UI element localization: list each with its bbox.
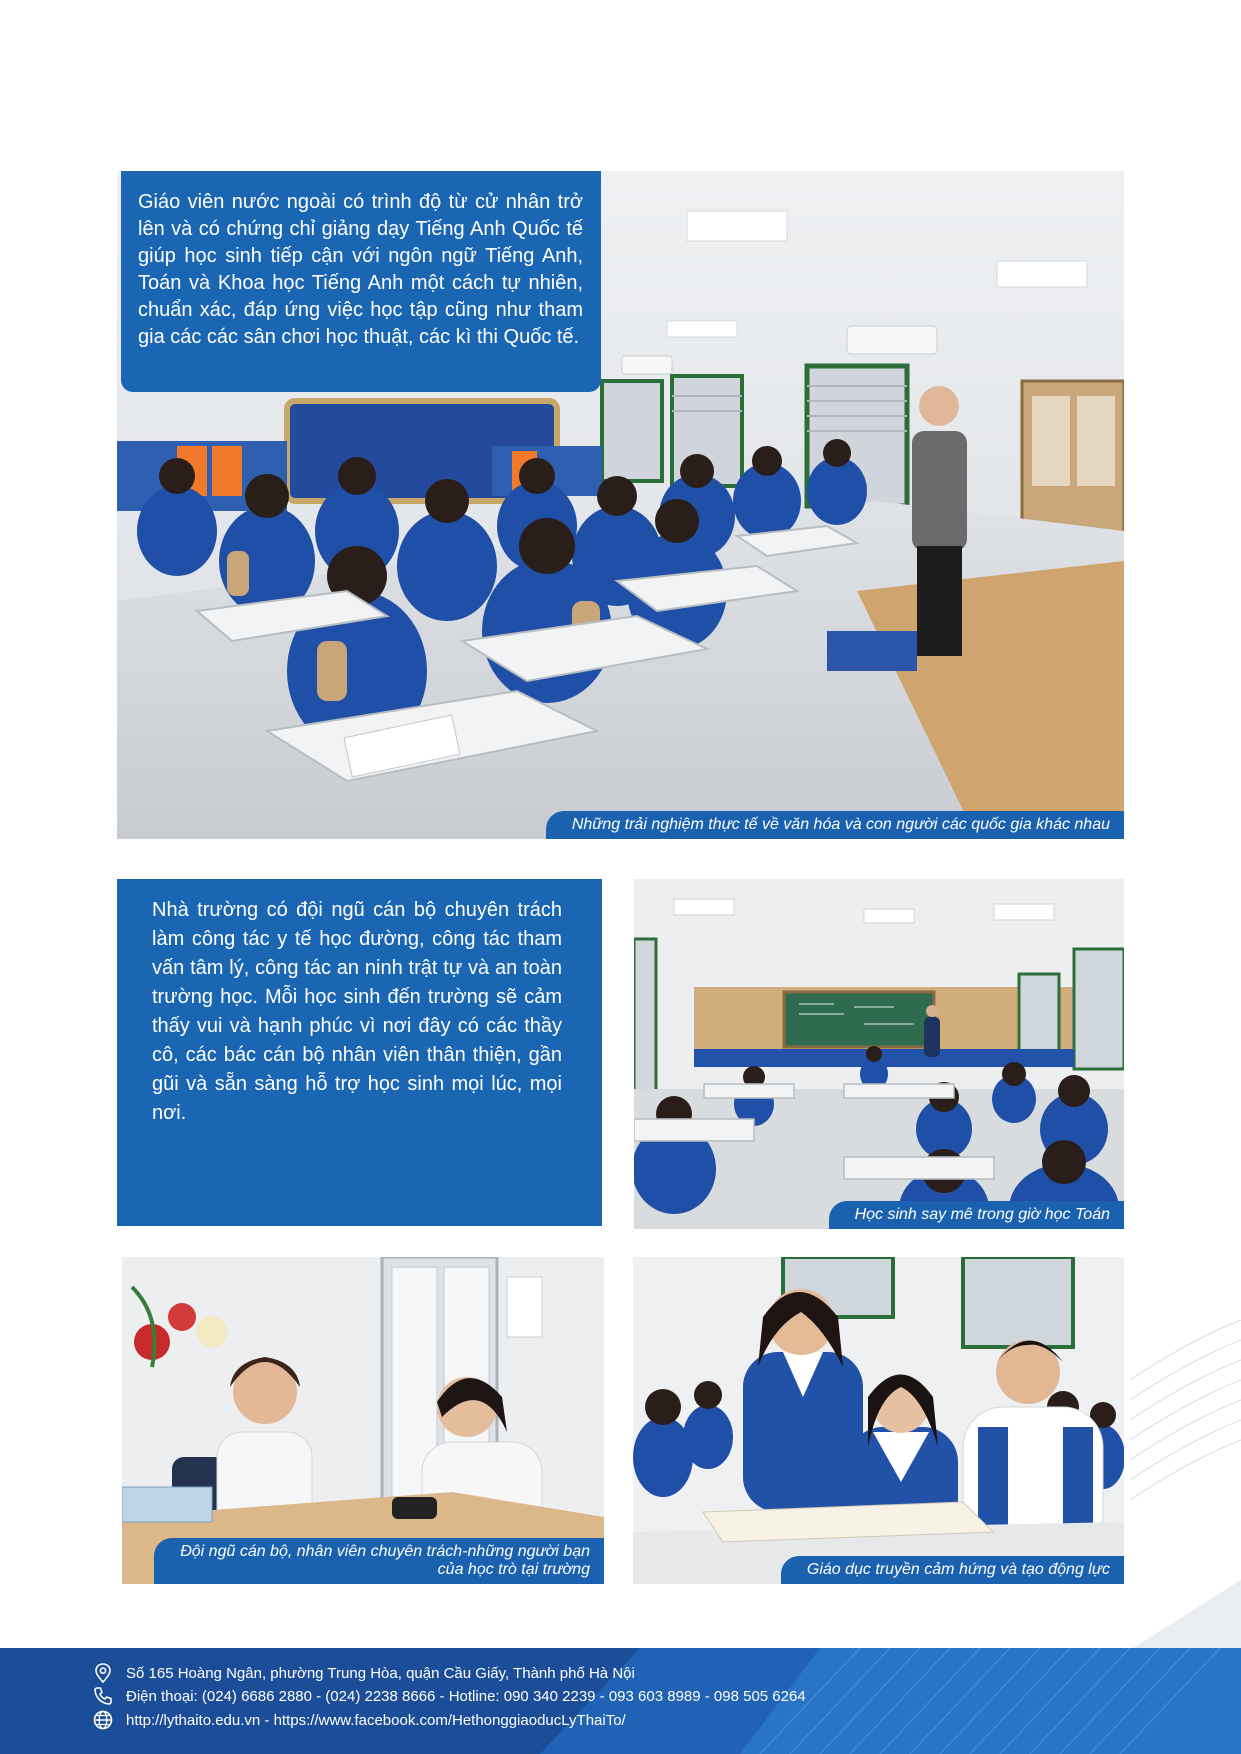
math-photo-caption-text: Học sinh say mê trong giờ học Toán bbox=[854, 1206, 1110, 1223]
motivation-photo-caption-text: Giáo dục truyền cảm hứng và tạo động lực bbox=[806, 1561, 1110, 1578]
globe-icon bbox=[92, 1709, 114, 1731]
nurse-photo-caption-line2: của học trò tại trường bbox=[437, 1561, 590, 1578]
footer-web-links[interactable]: http://lythaito.edu.vn - https://www.facebook.com/HethonggiaoducLyThaiTo/ bbox=[126, 1711, 626, 1729]
motivation-photo-caption bbox=[781, 1556, 1124, 1584]
phone-icon bbox=[92, 1685, 114, 1707]
intro-text-box bbox=[121, 171, 601, 392]
nurse-photo-image bbox=[122, 1257, 604, 1584]
nurse-photo-caption bbox=[154, 1538, 604, 1584]
footer-phone: Điện thoại: (024) 6686 2880 - (024) 2238 8666 - Hotline: 090 340 2239 - 093 603 8989 - 098 505 6264 bbox=[126, 1687, 806, 1705]
intro-paragraph: Giáo viên nước ngoài có trình độ từ cử nhân trở lên và có chứng chỉ giảng dạy Tiếng Anh Quốc tế giúp học sinh tiếp cận với ngôn ngữ Tiếng Anh, Toán và Khoa học Tiếng Anh một cách tự nhiên, chuẩn xác, đáp ứng việc học tập cũng như tham gia các các sân chơi học thuật, các kì thi Quốc tế. bbox=[138, 191, 583, 348]
footer bbox=[0, 1648, 1241, 1754]
motivation-photo bbox=[633, 1257, 1124, 1584]
math-class-photo-image bbox=[634, 879, 1124, 1229]
footer-address-line bbox=[92, 1662, 635, 1684]
health-paragraph: Nhà trường có đội ngũ cán bộ chuyên trách làm công tác y tế học đường, công tác tham vấn tâm lý, công tác an ninh trật tự và an toàn trường học. Mỗi học sinh đến trường sẽ cảm thấy vui và hạnh phúc vì nơi đây có các thầy cô, các bác cán bộ nhân viên thân thiện, gần gũi và sẵn sàng hỗ trợ học sinh mọi lúc, mọi nơi. bbox=[152, 899, 562, 1124]
math-class-photo bbox=[634, 879, 1124, 1229]
footer-web-line bbox=[92, 1709, 626, 1731]
classroom-photo-caption-text: Những trải nghiệm thực tế về văn hóa và con người các quốc gia khác nhau bbox=[571, 816, 1110, 833]
motivation-photo-image bbox=[633, 1257, 1124, 1584]
decorative-wave-lines bbox=[1130, 1320, 1241, 1650]
health-text-box bbox=[117, 879, 602, 1226]
footer-phone-line bbox=[92, 1685, 806, 1707]
nurse-photo-caption-line1: Đội ngũ cán bộ, nhân viên chuyên trách-những người bạn bbox=[180, 1543, 590, 1560]
nurse-photo bbox=[122, 1257, 604, 1584]
math-photo-caption bbox=[829, 1201, 1124, 1229]
classroom-photo-caption bbox=[546, 811, 1124, 839]
location-pin-icon bbox=[92, 1662, 114, 1684]
footer-address: Số 165 Hoàng Ngân, phường Trung Hòa, quận Cầu Giấy, Thành phố Hà Nội bbox=[126, 1664, 635, 1682]
